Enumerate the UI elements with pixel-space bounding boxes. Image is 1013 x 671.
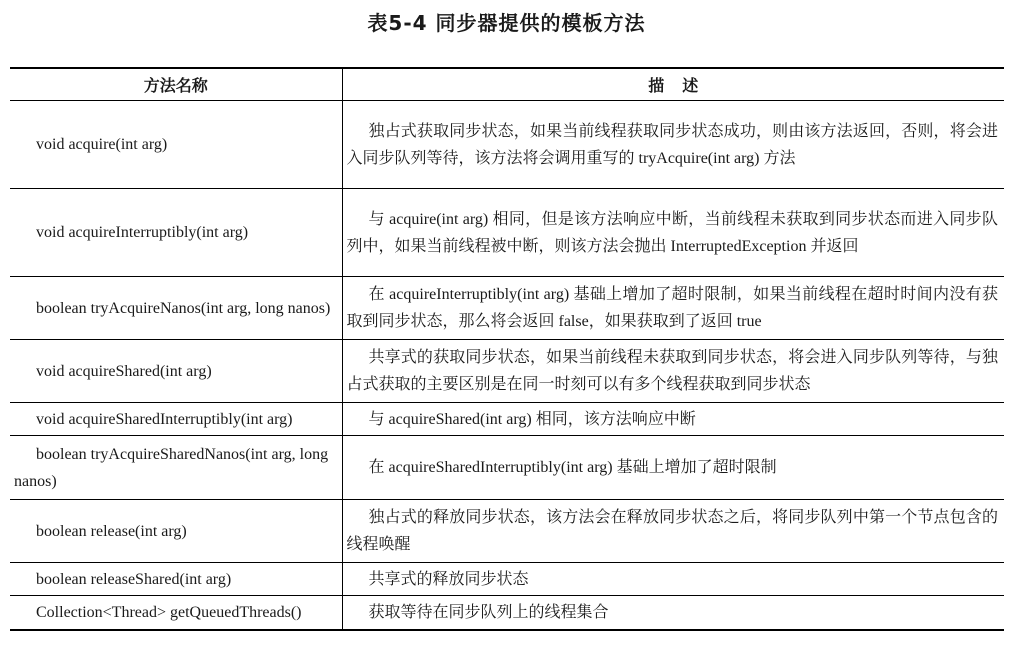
method-name-cell: boolean releaseShared(int arg): [10, 563, 342, 596]
method-name-cell: boolean tryAcquireNanos(int arg, long nanos): [10, 277, 342, 340]
method-name-cell: Collection<Thread> getQueuedThreads(): [10, 596, 342, 630]
table-row: [10, 596, 1004, 630]
method-description-cell: 与 acquireShared(int arg) 相同，该方法响应中断: [342, 403, 1004, 436]
method-description-cell: 共享式的获取同步状态，如果当前线程未获取到同步状态，将会进入同步队列等待，与独占式获取的主要区别是在同一时刻可以有多个线程获取到同步状态: [342, 340, 1004, 403]
template-methods-table: [10, 67, 1004, 631]
table-caption: 表5-4 同步器提供的模板方法: [367, 11, 646, 35]
method-description-cell: 与 acquire(int arg) 相同，但是该方法响应中断，当前线程未获取到同步状态而进入同步队列中，如果当前线程被中断，则该方法会抛出 InterruptedException 并返回: [342, 189, 1004, 277]
table-row: [10, 436, 1004, 500]
header-method-name: 方法名称: [10, 68, 342, 101]
method-name-cell: void acquire(int arg): [10, 101, 342, 189]
method-description-cell: 在 acquireSharedInterruptibly(int arg) 基础上增加了超时限制: [342, 436, 1004, 500]
header-description: [342, 68, 1004, 101]
method-description-cell: 获取等待在同步队列上的线程集合: [342, 596, 1004, 630]
table-row: [10, 101, 1004, 189]
method-name-cell: void acquireShared(int arg): [10, 340, 342, 403]
method-description-cell: 独占式获取同步状态，如果当前线程获取同步状态成功，则由该方法返回，否则，将会进入同步队列等待，该方法将会调用重写的 tryAcquire(int arg) 方法: [342, 101, 1004, 189]
table-row: [10, 563, 1004, 596]
table-row: [10, 189, 1004, 277]
method-description-cell: 共享式的释放同步状态: [342, 563, 1004, 596]
method-name-cell: void acquireSharedInterruptibly(int arg): [10, 403, 342, 436]
method-name-cell: void acquireInterruptibly(int arg): [10, 189, 342, 277]
table-row: [10, 403, 1004, 436]
table-row: [10, 340, 1004, 403]
method-description-cell: 在 acquireInterruptibly(int arg) 基础上增加了超时限制，如果当前线程在超时时间内没有获取到同步状态，那么将会返回 false，如果获取到了返回 true: [342, 277, 1004, 340]
table-row: [10, 500, 1004, 563]
table-header-row: [10, 68, 1004, 101]
table-row: [10, 277, 1004, 340]
method-name-cell: boolean tryAcquireSharedNanos(int arg, long nanos): [10, 436, 342, 500]
method-description-cell: 独占式的释放同步状态，该方法会在释放同步状态之后，将同步队列中第一个节点包含的线程唤醒: [342, 500, 1004, 563]
header-description-label: 描述: [648, 76, 717, 95]
method-name-cell: boolean release(int arg): [10, 500, 342, 563]
